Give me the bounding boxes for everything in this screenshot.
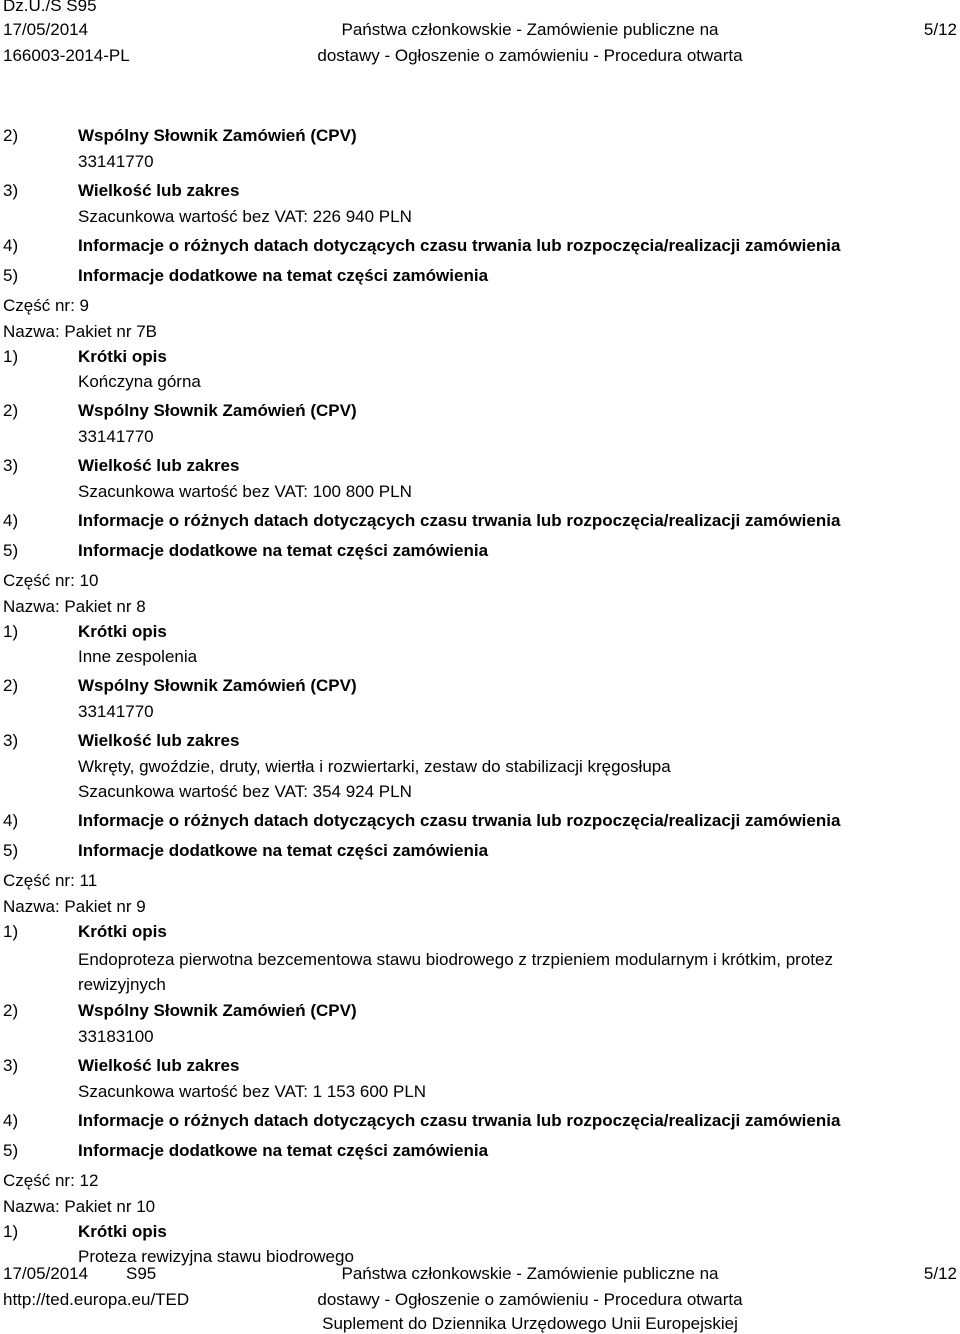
item-number: 3) (3, 456, 19, 475)
additional-heading (0, 262, 960, 292)
item-number: 2) (3, 1001, 19, 1020)
document-id: 166003-2014-PL (3, 46, 130, 65)
short-desc-heading (0, 922, 960, 947)
item-number: 5) (3, 541, 19, 560)
part-name-text: Nazwa: Pakiet nr 8 (3, 597, 146, 616)
part-name-text: Nazwa: Pakiet nr 9 (3, 897, 146, 916)
footer-series: S95 (126, 1264, 157, 1283)
scope-text: Wkręty, gwoździe, druty, wiertła i rozwiertarki, zestaw do stabilizacji kręgosłupa (78, 757, 671, 776)
short-desc-row (0, 647, 960, 672)
short-description: Inne zespolenia (78, 647, 198, 666)
header-title-line2: dostawy - Ogłoszenie o zamówieniu - Procedura otwarta (317, 46, 743, 65)
value-row (0, 1082, 960, 1107)
scope-text-row (0, 757, 960, 782)
short-desc-heading (0, 347, 960, 372)
cpv-code: 33141770 (78, 427, 154, 446)
short-desc-heading (0, 622, 960, 647)
part-name (0, 1197, 960, 1222)
section-title: Wspólny Słownik Zamówień (CPV) (78, 676, 357, 695)
section-title: Wielkość lub zakres (78, 1056, 240, 1075)
footer-supplement: Suplement do Dziennika Urzędowego Unii Europejskiej (322, 1314, 738, 1333)
cpv-code: 33141770 (78, 152, 154, 171)
value-row (0, 482, 960, 507)
part-number-text: Część nr: 12 (3, 1171, 99, 1190)
additional-heading (0, 537, 960, 567)
short-desc-heading (0, 1222, 960, 1247)
section-title: Krótki opis (78, 347, 167, 366)
additional-heading (0, 1137, 960, 1167)
section-title: Wielkość lub zakres (78, 456, 240, 475)
dates-heading (0, 232, 960, 262)
value-row (0, 207, 960, 232)
item-number: 4) (3, 236, 19, 255)
footer-page-number: 5/12 (923, 1264, 957, 1283)
estimated-value: Szacunkowa wartość bez VAT: 100 800 PLN (78, 482, 412, 501)
section-title: Informacje o różnych datach dotyczących czasu trwania lub rozpoczęcia/realizacji zamówienia (78, 511, 841, 530)
short-description: Kończyna górna (78, 372, 201, 391)
section-title: Informacje o różnych datach dotyczących czasu trwania lub rozpoczęcia/realizacji zamówienia (78, 236, 841, 255)
item-number: 1) (3, 622, 19, 641)
cpv-code: 33183100 (78, 1027, 154, 1046)
item-number: 4) (3, 1111, 19, 1130)
part-number (0, 867, 960, 897)
section-title: Informacje dodatkowe na temat części zamówienia (78, 1141, 489, 1160)
section-title: Krótki opis (78, 922, 167, 941)
header-title-line1: Państwa członkowskie - Zamówienie publiczne na (341, 20, 719, 39)
cpv-code: 33141770 (78, 702, 154, 721)
estimated-value: Szacunkowa wartość bez VAT: 354 924 PLN (78, 782, 412, 801)
item-number: 4) (3, 511, 19, 530)
item-number: 1) (3, 1222, 19, 1241)
scope-heading (0, 177, 960, 207)
scope-heading (0, 452, 960, 482)
item-number: 2) (3, 126, 19, 145)
item-number: 2) (3, 676, 19, 695)
part-number-text: Część nr: 11 (3, 871, 98, 890)
short-desc-row (0, 947, 960, 997)
part-number (0, 1167, 960, 1197)
scope-heading (0, 1052, 960, 1082)
part-name-text: Nazwa: Pakiet nr 7B (3, 322, 158, 341)
scope-heading (0, 727, 960, 757)
part-name (0, 322, 960, 347)
section-title: Wspólny Słownik Zamówień (CPV) (78, 401, 357, 420)
footer-date: 17/05/2014 (3, 1264, 89, 1283)
estimated-value: Szacunkowa wartość bez VAT: 226 940 PLN (78, 207, 412, 226)
part-name (0, 597, 960, 622)
item-number: 1) (3, 347, 19, 366)
header-date: 17/05/2014 (3, 20, 89, 39)
item-number: 5) (3, 841, 19, 860)
cpv-heading (0, 397, 960, 427)
section-title: Informacje dodatkowe na temat części zamówienia (78, 841, 489, 860)
part-name (0, 897, 960, 922)
section-title: Informacje o różnych datach dotyczących czasu trwania lub rozpoczęcia/realizacji zamówienia (78, 811, 841, 830)
journal-ref: Dz.U./S S95 (3, 0, 97, 15)
dates-heading (0, 807, 960, 837)
cpv-code-row (0, 427, 960, 452)
item-number: 3) (3, 1056, 19, 1075)
part-number-text: Część nr: 9 (3, 296, 89, 315)
cpv-heading (0, 122, 960, 152)
notice-content (0, 122, 960, 1272)
item-number: 1) (3, 922, 19, 941)
page-footer (0, 1262, 960, 1334)
section-title: Krótki opis (78, 1222, 167, 1241)
part-number (0, 292, 960, 322)
short-description: Proteza rewizyjna stawu biodrowego (78, 1247, 354, 1266)
page-header (0, 0, 960, 64)
part-number (0, 567, 960, 597)
section-title: Wspólny Słownik Zamówień (CPV) (78, 1001, 357, 1020)
item-number: 2) (3, 401, 19, 420)
cpv-code-row (0, 1027, 960, 1052)
footer-title-line1: Państwa członkowskie - Zamówienie publiczne na (341, 1264, 719, 1283)
dates-heading (0, 507, 960, 537)
header-page-number: 5/12 (923, 20, 957, 39)
section-title: Wielkość lub zakres (78, 731, 240, 750)
item-number: 3) (3, 181, 19, 200)
part-number-text: Część nr: 10 (3, 571, 99, 590)
section-title: Informacje dodatkowe na temat części zamówienia (78, 541, 489, 560)
section-title: Krótki opis (78, 622, 167, 641)
cpv-code-row (0, 152, 960, 177)
item-number: 3) (3, 731, 19, 750)
short-description: Endoproteza pierwotna bezcementowa stawu biodrowego z trzpieniem modularnym i krótkim, protez rewizyjnych (78, 950, 833, 994)
item-number: 5) (3, 1141, 19, 1160)
value-row (0, 782, 960, 807)
section-title: Informacje o różnych datach dotyczących czasu trwania lub rozpoczęcia/realizacji zamówienia (78, 1111, 841, 1130)
section-title: Informacje dodatkowe na temat części zamówienia (78, 266, 489, 285)
cpv-heading (0, 997, 960, 1027)
item-number: 4) (3, 811, 19, 830)
short-desc-row (0, 372, 960, 397)
cpv-heading (0, 672, 960, 702)
section-title: Wielkość lub zakres (78, 181, 240, 200)
item-number: 5) (3, 266, 19, 285)
dates-heading (0, 1107, 960, 1137)
estimated-value: Szacunkowa wartość bez VAT: 1 153 600 PLN (78, 1082, 427, 1101)
additional-heading (0, 837, 960, 867)
footer-url[interactable]: http://ted.europa.eu/TED (3, 1290, 190, 1309)
cpv-code-row (0, 702, 960, 727)
footer-title-line2: dostawy - Ogłoszenie o zamówieniu - Procedura otwarta (317, 1290, 743, 1309)
section-title: Wspólny Słownik Zamówień (CPV) (78, 126, 357, 145)
part-name-text: Nazwa: Pakiet nr 10 (3, 1197, 156, 1216)
